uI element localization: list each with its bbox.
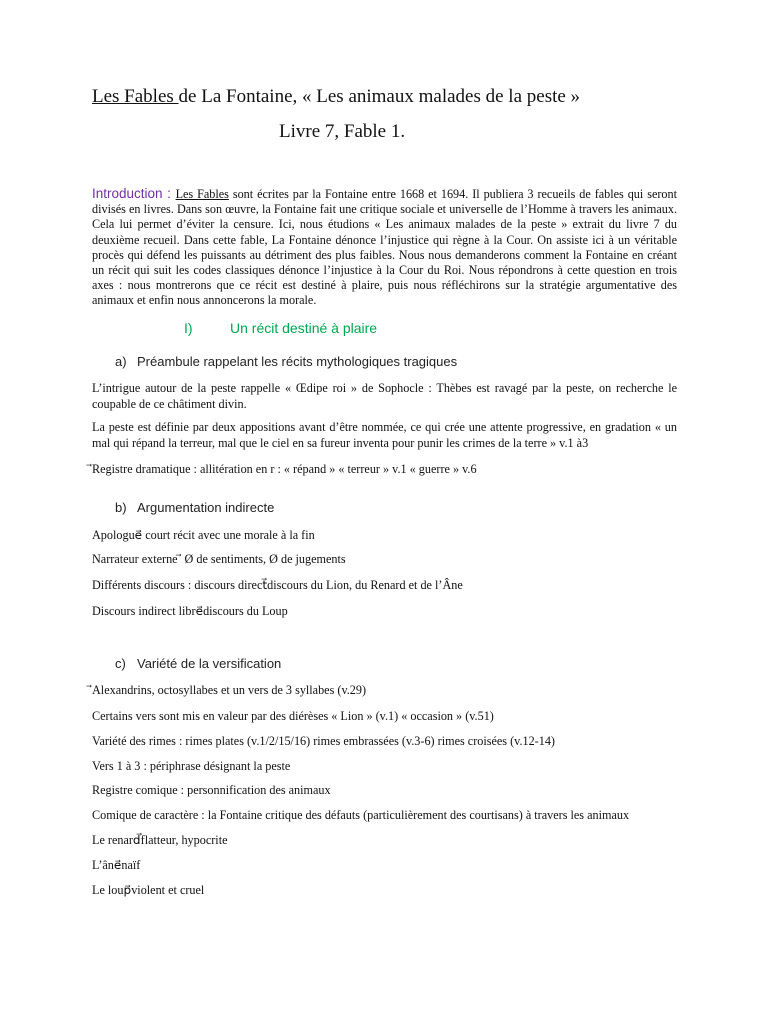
title-fables-link: Les Fables (92, 86, 179, 107)
subsection-c-number: c) (115, 656, 126, 671)
subsection-a-number: a) (115, 354, 127, 369)
subsection-c-title: Variété de la versification (137, 656, 282, 671)
line-narrateur: Narrateur externe ⃗ Ø de sentiments, Ø de jugements (92, 552, 346, 566)
introduction-paragraph (92, 186, 677, 309)
line-loup: Le loup⃗violent et cruel (92, 883, 205, 897)
fables-reference: Les Fables (175, 187, 229, 201)
subsection-b-heading (115, 500, 274, 515)
line-ane: L’âne⃗naïf (92, 858, 141, 872)
document-subtitle: Livre 7, Fable 1. (279, 121, 406, 142)
line-dieres: Certains vers sont mis en valeur par des diérèses « Lion » (v.1) « occasion » (v.51) (92, 709, 494, 723)
title-rest: de La Fontaine, « Les animaux malades de la peste » (178, 86, 581, 107)
section-1-heading (184, 320, 377, 336)
line-registre-comique: Registre comique : personnification des animaux (92, 783, 331, 797)
line-renard: Le renard⃗flatteur, hypocrite (92, 833, 228, 847)
line-apologue: Apologue⃗ court récit avec une morale à la fin (92, 528, 315, 542)
paragraph-peste: La peste est définie par deux appositions avant d’être nommée, ce qui crée une attente progressive, en gradation « un mal qui répand la terreur, mal que le ciel en sa fureur inventa pour punir les crimes de la terre » v.1 à3 (92, 420, 677, 450)
subsection-c-heading (115, 656, 281, 671)
line-discours-indirect: Discours indirect libre⃗discours du Loup (92, 604, 288, 618)
subsection-b-title: Argumentation indirecte (137, 500, 275, 515)
line-rimes: Variété des rimes : rimes plates (v.1/2/15/16) rimes embrassées (v.3-6) rimes croisées (v.12-14) (92, 734, 555, 748)
introduction-text: sont écrites par la Fontaine entre 1668 et 1694. Il publiera 3 recueils de fables qui seront divisés en livres. Dans son œuvre, la Fontaine fait une critique sociale et universelle de l’Homme à travers les animaux. Cela lui permet d’éviter la censure. Ici, nous étudions « Les animaux malades de la peste » extrait du livre 7 du deuxième recueil. Dans cette fable, La Fontaine dénonce l’injustice qui règne à la Cour. On assiste ici à un véritable procès qui défend les puissants au détriment des plus faibles. Nous nous demanderons comment la Fontaine en créant un récit qui suit les codes classiques dénonce l’injustice à la Cour du Roi. Nous répondrons à cette question en trois axes : nous montrerons que ce récit est destiné à plaire, puis nous réfléchirons sur la stratégie argumentative des animaux et enfin nous annoncerons la morale. (92, 187, 677, 308)
line-comique-caractere: Comique de caractère : la Fontaine critique des défauts (particulièrement des courtisans) à travers les animaux (92, 808, 630, 822)
line-alexandrins: ⃗Alexandrins, octosyllabes et un vers de 3 syllabes (v.29) (92, 683, 367, 697)
subsection-a-heading (115, 354, 457, 369)
document-title (92, 86, 580, 108)
paragraph-oedipe: L’intrigue autour de la peste rappelle « Œdipe roi » de Sophocle : Thèbes est ravagé par la peste, on recherche le coupable de ce châtiment divin. (92, 381, 677, 411)
line-registre-dramatique: ⃗Registre dramatique : allitération en r : « répand » « terreur » v.1 « guerre » v.6 (92, 462, 477, 476)
section-1-title: Un récit destiné à plaire (230, 320, 378, 336)
subsection-b-number: b) (115, 500, 127, 515)
introduction-label: Introduction : (92, 186, 176, 201)
subsection-a-title: Préambule rappelant les récits mythologiques tragiques (137, 354, 458, 369)
line-discours-direct: Différents discours : discours direct⃗discours du Lion, du Renard et de l’Âne (92, 578, 463, 592)
section-1-number: I) (184, 320, 193, 336)
line-periphrase: Vers 1 à 3 : périphrase désignant la peste (92, 759, 291, 773)
